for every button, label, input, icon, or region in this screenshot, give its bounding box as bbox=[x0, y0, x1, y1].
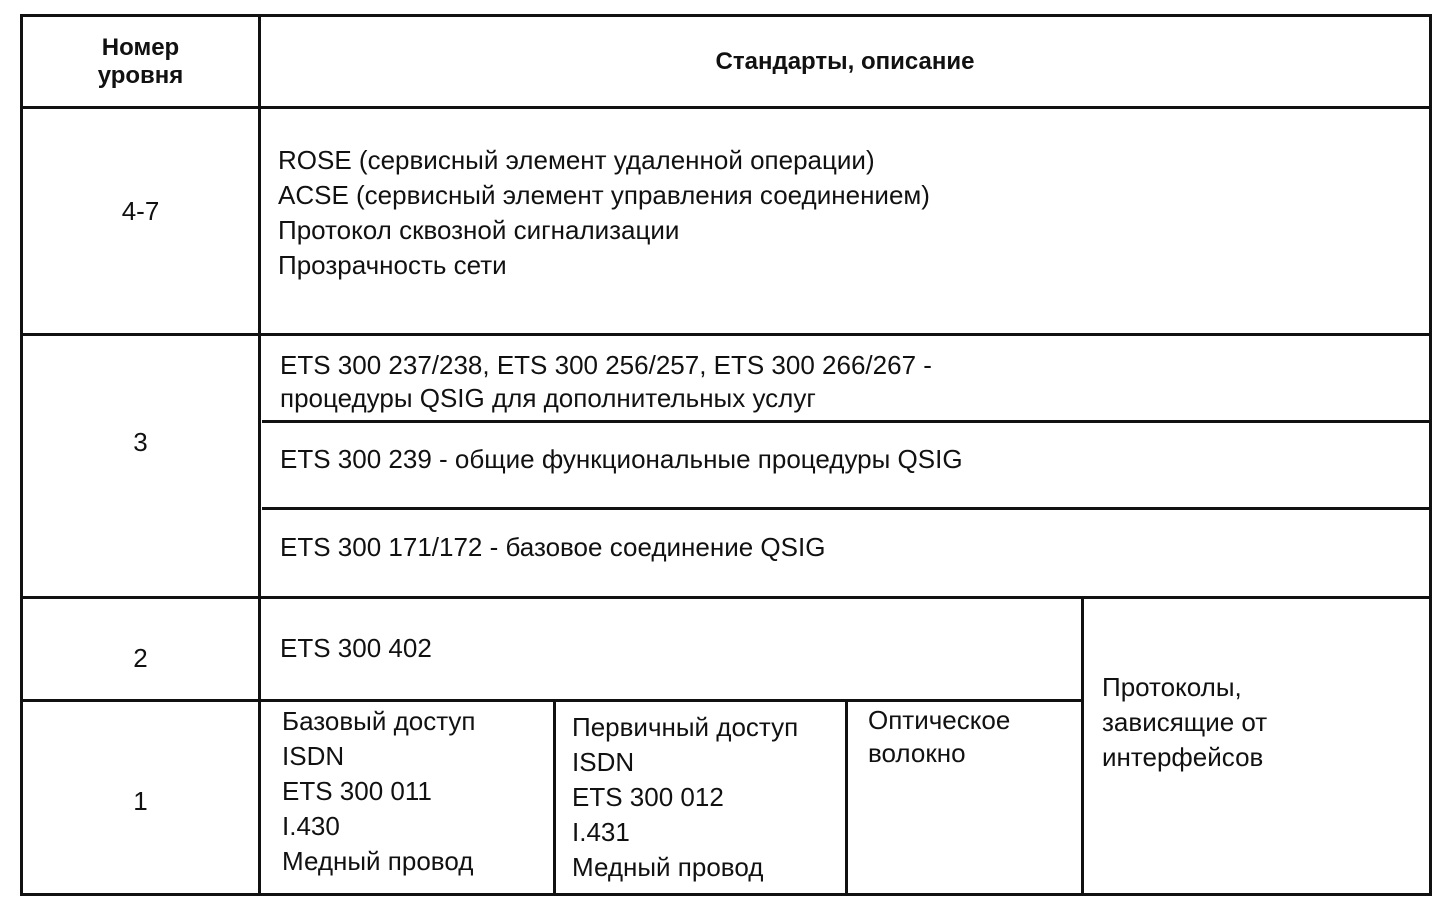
row-4-7-line-transparency: Прозрачность сети bbox=[278, 250, 507, 280]
basic-access-line5: Медный провод bbox=[282, 846, 474, 876]
header-standards-cell bbox=[261, 17, 1429, 106]
interface-protocols-line3: интерфейсов bbox=[1102, 742, 1264, 772]
basic-access-line1: Базовый доступ bbox=[282, 706, 476, 736]
row-3-basic-connection-text: ETS 300 171/172 - базовое соединение QSIG bbox=[280, 532, 826, 562]
divider-level-column bbox=[258, 14, 261, 896]
primary-access-line5: Медный провод bbox=[572, 852, 764, 882]
interface-protocols-cell bbox=[1102, 670, 1422, 775]
row-3-functional bbox=[280, 442, 1420, 477]
level-1-label: 1 bbox=[133, 785, 148, 816]
basic-access-line3: ETS 300 011 bbox=[282, 776, 432, 806]
primary-access-line3: ETS 300 012 bbox=[572, 782, 724, 812]
basic-access-line2: ISDN bbox=[282, 741, 345, 771]
level-4-7-label: 4-7 bbox=[121, 195, 160, 226]
divider-row3-sub2 bbox=[262, 507, 1432, 510]
divider-row3-sub1 bbox=[262, 420, 1432, 423]
level-3-cell bbox=[23, 336, 258, 548]
header-level-line1: Номер bbox=[101, 33, 180, 61]
primary-access-cell bbox=[572, 710, 842, 885]
divider-primary-optical bbox=[845, 699, 848, 896]
row-4-7-line-signalling: Протокол сквозной сигнализации bbox=[278, 215, 680, 245]
row-2-standard-text: ETS 300 402 bbox=[280, 633, 432, 663]
interface-protocols-line1: Протоколы, bbox=[1102, 672, 1242, 702]
interface-protocols-line2: зависящие от bbox=[1102, 707, 1268, 737]
row-2-standard bbox=[280, 631, 1060, 666]
level-1-cell bbox=[23, 702, 258, 900]
row-4-7-line-rose: ROSE (сервисный элемент удаленной операции) bbox=[278, 145, 875, 175]
basic-access-line4: I.430 bbox=[282, 811, 340, 841]
row-3-supplementary-line1: ETS 300 237/238, ETS 300 256/257, ETS 300 266/267 - bbox=[280, 350, 932, 380]
header-level-cell bbox=[23, 17, 258, 106]
row-3-functional-text: ETS 300 239 - общие функциональные процедуры QSIG bbox=[280, 444, 963, 474]
optical-fiber-line2: волокно bbox=[868, 738, 966, 768]
primary-access-line4: I.431 bbox=[572, 817, 630, 847]
primary-access-line1: Первичный доступ bbox=[572, 712, 799, 742]
level-4-7-cell bbox=[23, 109, 258, 313]
level-2-label: 2 bbox=[133, 642, 148, 673]
divider-basic-primary bbox=[553, 699, 556, 896]
row-3-basic-connection bbox=[280, 530, 1420, 565]
header-standards-label: Стандарты, описание bbox=[715, 47, 975, 75]
optical-fiber-line1: Оптическое bbox=[868, 705, 1011, 735]
optical-fiber-cell bbox=[868, 704, 1078, 770]
row-4-7-description bbox=[278, 143, 1418, 283]
level-2-cell bbox=[23, 599, 258, 717]
primary-access-line2: ISDN bbox=[572, 747, 635, 777]
divider-interface-column bbox=[1081, 596, 1084, 896]
row-4-7-line-acse: ACSE (сервисный элемент управления соединением) bbox=[278, 180, 930, 210]
row-3-supplementary bbox=[280, 349, 1420, 415]
row-3-supplementary-line2: процедуры QSIG для дополнительных услуг bbox=[280, 383, 816, 413]
level-3-label: 3 bbox=[133, 426, 148, 457]
header-level-line2: уровня bbox=[97, 61, 184, 89]
basic-access-cell bbox=[282, 704, 550, 879]
